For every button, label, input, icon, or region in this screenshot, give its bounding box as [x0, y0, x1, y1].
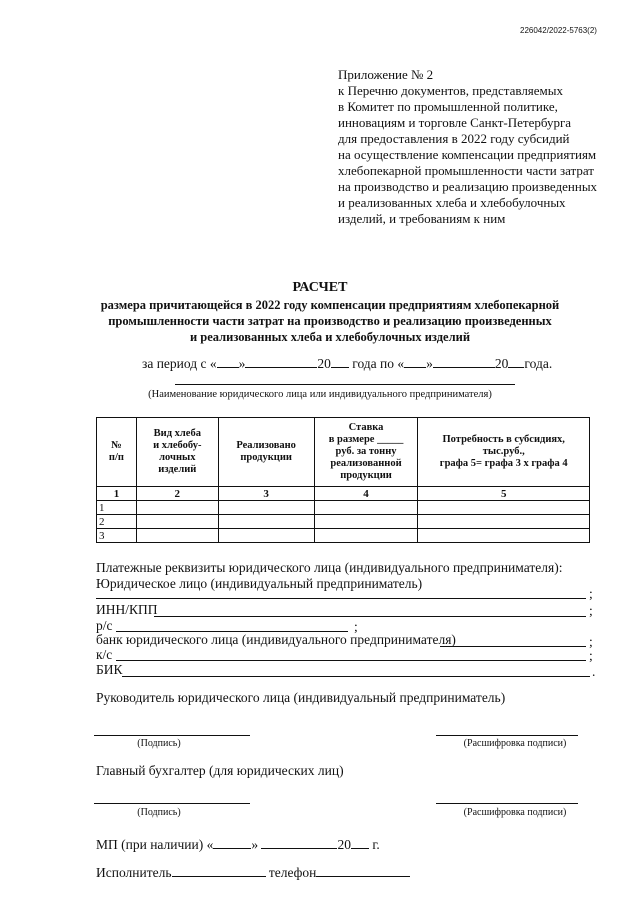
header-text: Потребность в субсидиях, тыс.руб., графа 5= графа 3 х графа 4: [439, 434, 568, 469]
header-cell: [418, 418, 590, 487]
period-year-prefix: 20: [317, 356, 331, 371]
appendix-line: Приложение № 2: [338, 67, 434, 82]
table-cell[interactable]: [218, 529, 314, 543]
period-year-prefix: 20: [494, 356, 509, 371]
column-number: 4: [314, 487, 418, 501]
calculation-table: [96, 417, 590, 543]
executor-field[interactable]: [172, 864, 266, 877]
appendix-line: к Перечню документов, представляемых: [338, 83, 564, 98]
mp-suffix: г.: [372, 837, 380, 852]
mp-day-field[interactable]: [213, 836, 251, 849]
table-row: [97, 501, 590, 515]
table-row: [97, 515, 590, 529]
header-cell: [218, 418, 314, 487]
semicolon: ;: [589, 603, 593, 618]
table-cell[interactable]: [314, 529, 418, 543]
appendix-line: для предоставления в 2022 году субсидий: [338, 131, 570, 146]
mp-prefix: МП (при наличии) «: [96, 837, 214, 852]
document-number: 226042/2022-5763(2): [520, 26, 597, 35]
appendix-line: в Комитет по промышленной политике,: [338, 99, 558, 114]
subtitle-line: промышленности части затрат на производство и реализацию произведенных: [108, 314, 552, 328]
table-cell[interactable]: [136, 515, 218, 529]
table-cell[interactable]: [218, 501, 314, 515]
subtitle-line: и реализованных хлеба и хлебобулочных изделий: [189, 330, 471, 344]
accountant-decode-field[interactable]: [436, 803, 578, 804]
period-day-to-field[interactable]: [404, 355, 426, 368]
period-month-from-field[interactable]: [245, 355, 317, 368]
header-text: Реализовано продукции: [236, 440, 296, 463]
phone-field[interactable]: [316, 864, 410, 877]
entity-name-caption: (Наименование юридического лица или индивидуального предпринимателя): [148, 389, 492, 400]
bik-field[interactable]: [122, 676, 590, 677]
semicolon: ;: [589, 586, 593, 601]
period-quote: »: [238, 356, 246, 371]
inn-field[interactable]: [154, 616, 586, 617]
payment-heading: Платежные реквизиты юридического лица (индивидуального предпринимателя):: [96, 560, 563, 575]
document-subtitle: [60, 297, 600, 345]
table-cell[interactable]: [314, 501, 418, 515]
semicolon: ;: [589, 648, 593, 663]
period-year-from-field[interactable]: [331, 355, 349, 368]
bank-label: банк юридического лица (индивидуального предпринимателя): [96, 632, 456, 647]
header-cell: [314, 418, 418, 487]
appendix-line: изделий, и требованиям к ним: [338, 211, 506, 226]
mp-year-field[interactable]: [351, 836, 369, 849]
row-number: 2: [97, 515, 137, 529]
head-decode-field[interactable]: [436, 735, 578, 736]
table-cell[interactable]: [218, 515, 314, 529]
accountant-signature-field[interactable]: [94, 803, 250, 804]
column-number: 5: [418, 487, 590, 501]
table-cell[interactable]: [314, 515, 418, 529]
appendix-line: на осуществление компенсации предприятиям: [338, 147, 597, 162]
table-header-row: [97, 418, 590, 487]
header-cell: [136, 418, 218, 487]
period-mark: .: [592, 664, 596, 679]
table-cell[interactable]: [136, 501, 218, 515]
column-number: 2: [136, 487, 218, 501]
inn-label: ИНН/КПП: [96, 602, 158, 617]
appendix-line: хлебопекарной промышленности части затрат: [338, 163, 594, 178]
executor-label: Исполнитель: [96, 865, 172, 880]
signature-caption: (Подпись): [137, 738, 181, 749]
signature-caption: (Подпись): [137, 807, 181, 818]
header-cell: [97, 418, 137, 487]
subtitle-line: размера причитающейся в 2022 году компенсации предприятиям хлебопекарной: [100, 298, 560, 312]
ks-field[interactable]: [116, 660, 586, 661]
rs-label: р/с: [96, 618, 113, 633]
mp-month-field[interactable]: [261, 836, 337, 849]
entity-field[interactable]: [96, 598, 586, 599]
row-number: 1: [97, 501, 137, 515]
period-middle: года по «: [352, 356, 405, 371]
semicolon: ;: [354, 619, 358, 634]
header-text: № п/п: [108, 440, 124, 463]
payment-entity-label: Юридическое лицо (индивидуальный предприниматель): [96, 576, 423, 591]
row-number: 3: [97, 529, 137, 543]
decode-caption: (Расшифровка подписи): [463, 807, 567, 818]
appendix-line: инновациям и торговле Санкт-Петербурга: [338, 115, 572, 130]
column-number: 3: [218, 487, 314, 501]
period-month-to-field[interactable]: [433, 355, 495, 368]
period-quote: »: [426, 356, 433, 371]
column-number-row: [97, 487, 590, 501]
appendix-block: [338, 67, 597, 227]
table-cell[interactable]: [418, 501, 590, 515]
executor-line: [96, 864, 410, 881]
table-cell[interactable]: [136, 529, 218, 543]
head-signature-field[interactable]: [94, 735, 250, 736]
table-cell[interactable]: [418, 529, 590, 543]
mp-year-prefix: 20: [337, 837, 351, 852]
table-row: [97, 529, 590, 543]
ks-label: к/с: [96, 647, 113, 662]
accountant-label: Главный бухгалтер (для юридических лиц): [96, 763, 344, 778]
table-cell[interactable]: [418, 515, 590, 529]
period-prefix: за период с «: [142, 356, 217, 371]
bik-label: БИК: [96, 662, 123, 677]
bank-field[interactable]: [440, 646, 586, 647]
entity-name-field[interactable]: [175, 384, 515, 385]
document-title: РАСЧЕТ: [292, 280, 348, 295]
period-year-to-field[interactable]: [508, 355, 524, 368]
period-suffix: года.: [524, 356, 553, 371]
decode-caption: (Расшифровка подписи): [463, 738, 567, 749]
phone-label: телефон: [268, 865, 317, 880]
mp-quote: »: [251, 837, 259, 852]
period-line: [142, 355, 552, 372]
appendix-line: на производство и реализацию произведенных: [338, 179, 598, 194]
semicolon: ;: [589, 634, 593, 649]
appendix-line: и реализованных хлеба и хлебобулочных: [338, 195, 566, 210]
head-label: Руководитель юридического лица (индивидуальный предприниматель): [96, 690, 506, 705]
header-text: Ставка в размере _____ руб. за тонну реализованной продукции: [328, 422, 404, 481]
period-day-from-field[interactable]: [217, 355, 239, 368]
header-text: Вид хлеба и хлебобу- лочных изделий: [153, 428, 202, 475]
mp-line: [96, 836, 380, 853]
column-number: 1: [97, 487, 137, 501]
